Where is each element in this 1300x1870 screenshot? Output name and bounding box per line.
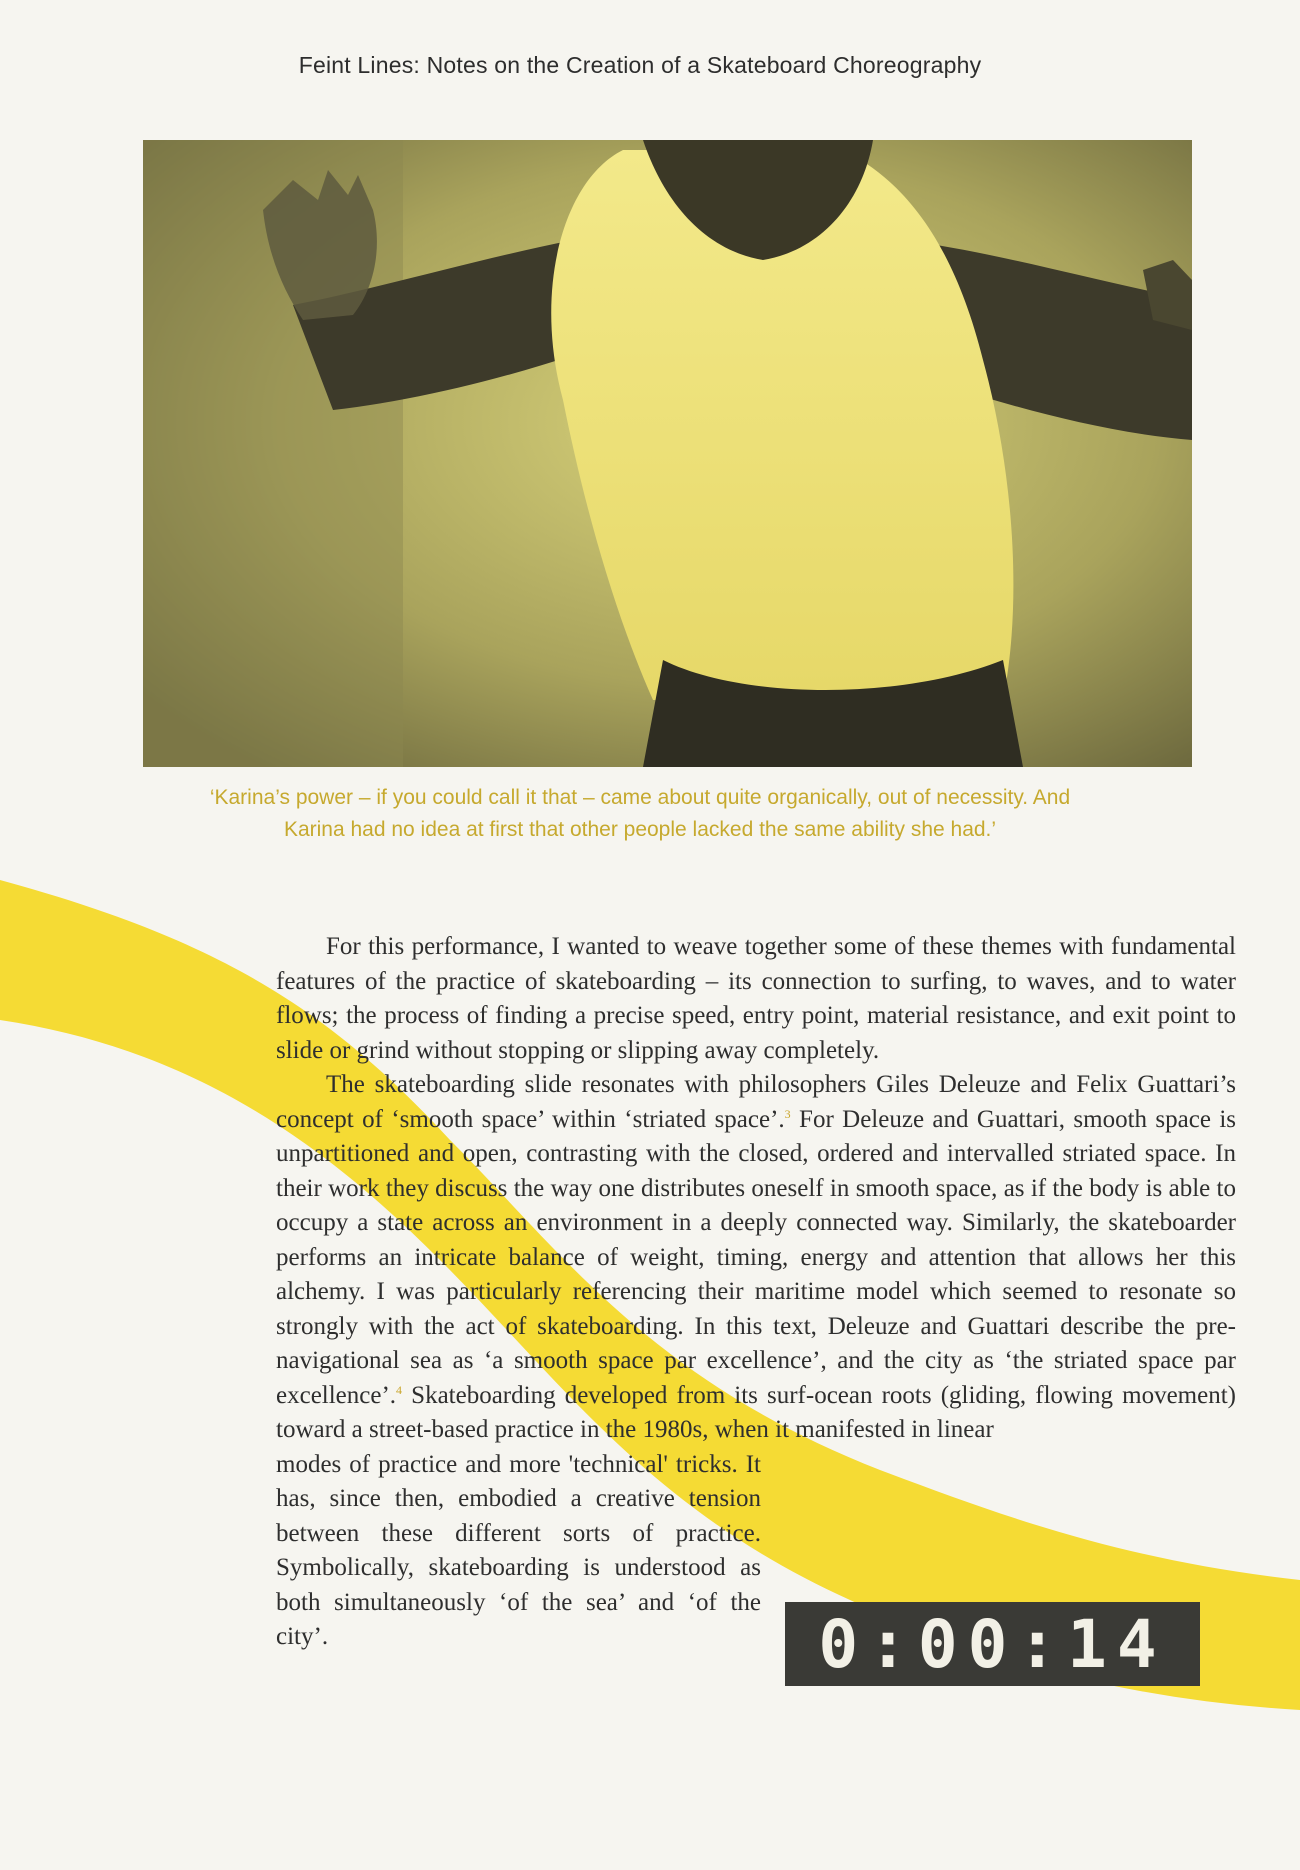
footnote-ref-4: 4 [396,1382,403,1397]
paragraph-2-part-a: The skateboarding slide resonates with philosophers Giles Deleuze and Felix Guattari’s concept of ‘smooth space’ within ‘striated space’. [276,1071,1236,1133]
caption-line-1: ‘Karina’s power – if you could call it that – came about quite organically, out of necessity. And [209,786,1071,809]
paragraph-1: For this performance, I wanted to weave together some of these themes with fundamental features of the practice of skateboarding – its connection to surfing, to waves, and to water flows; the process of finding a precise speed, entry point, material resistance, and exit point to slide or grind without stopping or slipping away completely. [276,933,1236,1064]
paragraph-2-part-b: For Deleuze and Guattari, smooth space is unpartitioned and open, contrasting with the closed, ordered and intervalled striated space. In their work they discuss the way one distributes oneself in smooth space, as if the body is able to occupy a state across an environment in a deeply connected way. Similarly, the skateboarder performs an intricate balance of weight, timing, energy and attention that allows her this alchemy. I was particularly referencing their maritime model which seemed to resonate so strongly with the act of skateboarding. In this text, Deleuze and Guattari describe the pre-navigational sea as ‘a smooth space par excellence’, and the city as ‘the striated space par excellence’. [276,1105,1237,1409]
footnote-ref-3: 3 [784,1106,791,1121]
timecode-display [785,1602,1200,1686]
article-body [276,930,1236,1655]
photo-caption [140,782,1140,846]
running-title: Feint Lines: Notes on the Creation of a Skateboard Choreography [298,52,982,78]
paragraph-2-continued: modes of practice and more 'technical' tricks. It has, since then, embodied a creative tension between these different sorts of practice. Symbolically, skateboarding is understood as both simultaneously ‘of the sea’ and ‘of the city’. [276,1450,761,1650]
paragraph-2-part-c: Skateboarding developed from its surf-ocean roots (gliding, flowing movement) toward a street-based practice in the 1980s, when it manifested in linear [276,1381,1236,1443]
caption-line-2: Karina had no idea at first that other people lacked the same ability she had.’ [283,818,997,841]
timecode-value: 0:00:14 [818,1605,1167,1683]
performance-photo [143,140,1192,767]
paragraph-2 [276,1068,1236,1448]
